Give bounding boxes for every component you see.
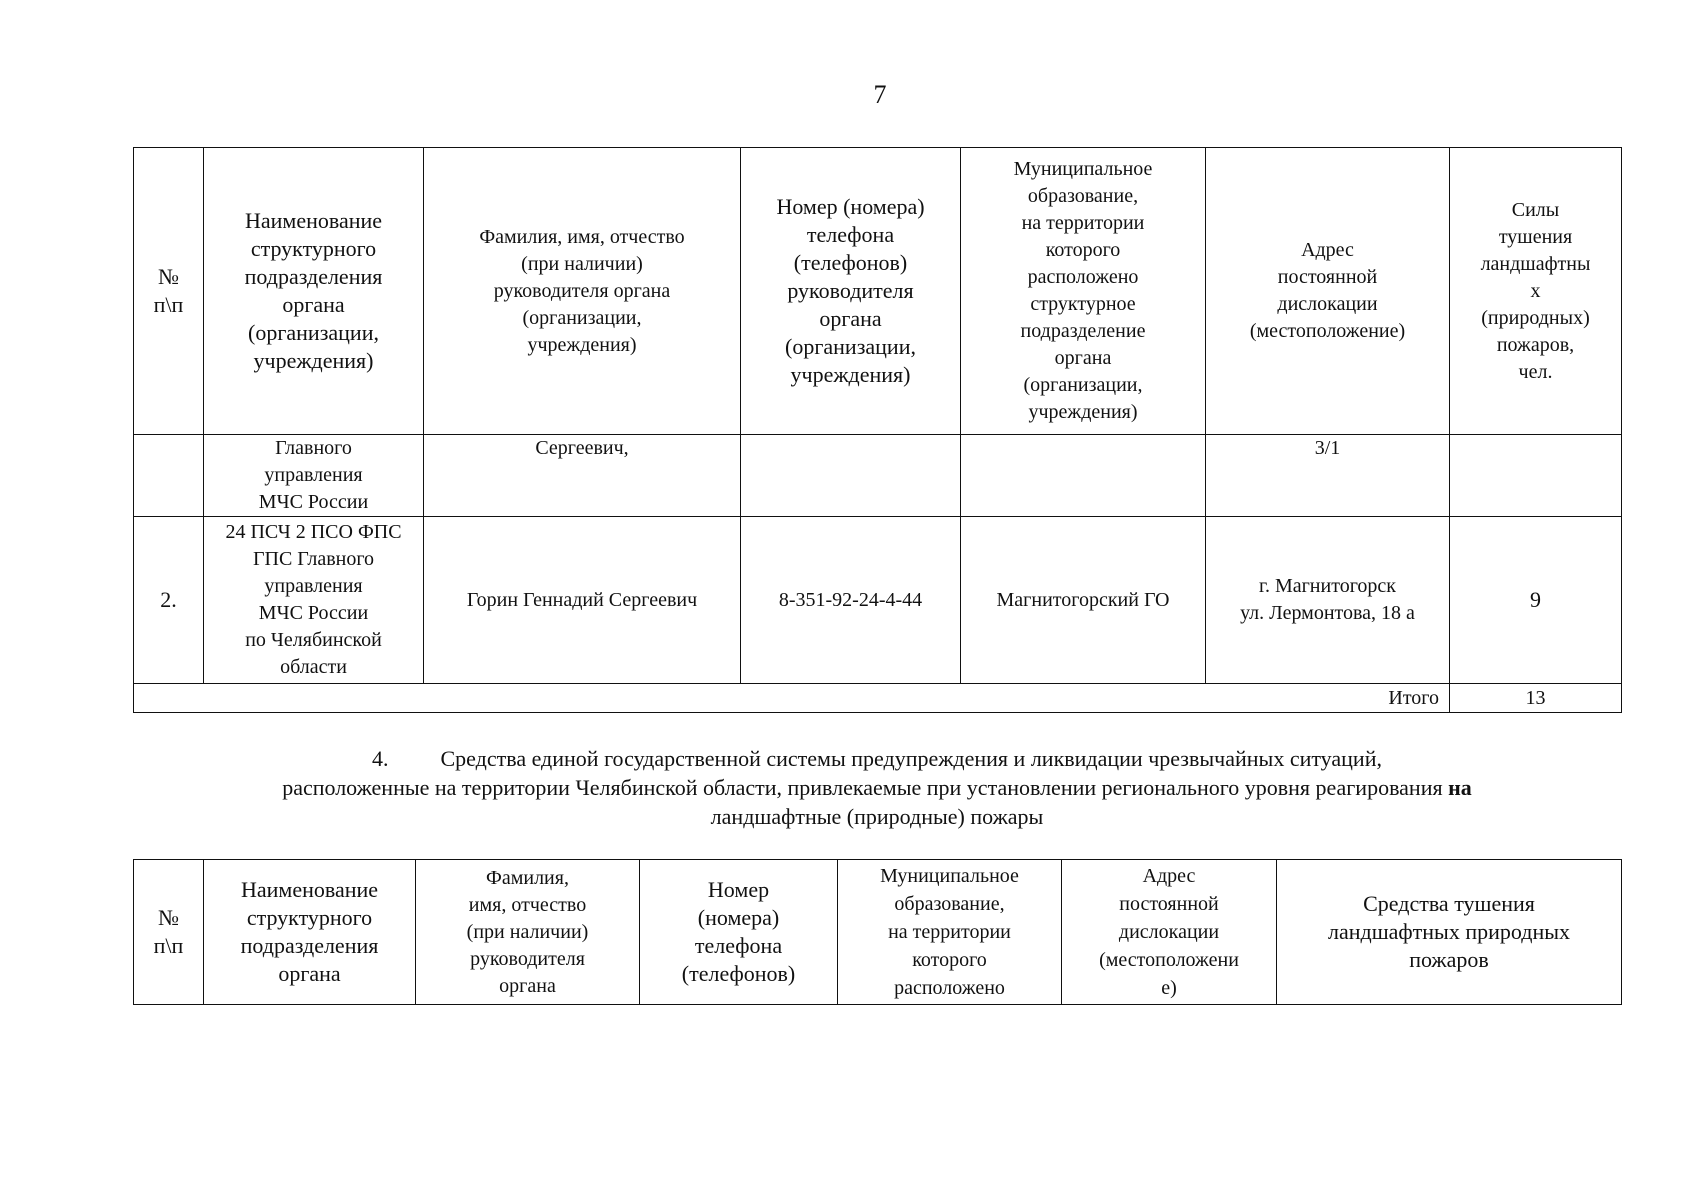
header-phone	[741, 148, 961, 435]
cell-text-line: (номера)	[697, 905, 780, 930]
header-head-name	[416, 860, 640, 1005]
cell-text-line: Номер	[707, 877, 770, 902]
cell-text-line: (телефонов)	[681, 961, 796, 986]
cell-text-line: руководителя	[787, 278, 914, 303]
cell-text-line: на территории	[888, 921, 1011, 943]
cell-text-line: образование,	[894, 893, 1005, 915]
total-label: Итого	[134, 684, 1450, 713]
section-heading-line-3: ландшафтные (природные) пожары	[710, 804, 1044, 829]
cell-text-line: пожаров	[1409, 947, 1489, 972]
header-forces	[1450, 148, 1622, 435]
cell-unit-name	[204, 435, 424, 517]
cell-text-line: тушения	[1498, 225, 1573, 248]
header-municipality	[838, 860, 1062, 1005]
cell-text-line: управления	[264, 464, 363, 486]
cell-text-line: п\п	[153, 933, 184, 958]
cell-phone: 8-351-92-24-4-44	[741, 517, 961, 684]
total-value: 13	[1450, 684, 1622, 713]
total-row	[134, 684, 1622, 713]
cell-phone	[741, 435, 961, 517]
cell-address: 3/1	[1206, 435, 1450, 517]
cell-text-line: (организации,	[248, 320, 379, 345]
cell-text-line: п\п	[153, 292, 184, 317]
header-address	[1206, 148, 1450, 435]
cell-municipality	[961, 435, 1206, 517]
cell-head-name: Горин Геннадий Сергеевич	[424, 517, 741, 684]
cell-text-line: (организации,	[522, 306, 642, 329]
cell-text-line: Фамилия, имя, отчество	[479, 225, 685, 248]
header-number	[134, 860, 204, 1005]
cell-text-line: Средства тушения	[1363, 891, 1535, 916]
table-row	[134, 517, 1622, 684]
header-number	[134, 148, 204, 435]
cell-text-line: по Челябинской	[245, 629, 382, 651]
cell-municipality: Магнитогорский ГО	[961, 517, 1206, 684]
cell-unit-name	[204, 517, 424, 684]
cell-text-line: №	[158, 905, 179, 930]
cell-text-line: учреждения)	[253, 348, 374, 373]
cell-text-line: образование,	[1027, 185, 1139, 207]
forces-table	[133, 147, 1622, 713]
cell-text-line: структурное	[1030, 293, 1136, 315]
cell-text-line: дислокации	[1118, 921, 1220, 943]
page-number: 7	[873, 80, 887, 109]
cell-number: 2.	[134, 517, 204, 684]
cell-text-line: расположено	[894, 977, 1005, 999]
cell-text-line: телефона	[806, 222, 895, 247]
cell-text-line: подразделения	[244, 264, 383, 289]
cell-text-line: Муниципальное	[1013, 158, 1153, 180]
cell-text-line: постоянной	[1119, 893, 1219, 915]
cell-text-line: подразделение	[1020, 320, 1146, 342]
cell-text-line: Силы	[1511, 198, 1560, 221]
cell-text-line: области	[280, 656, 347, 678]
header-means	[1277, 860, 1622, 1005]
cell-text-line: ул. Лермонтова, 18 а	[1240, 602, 1415, 624]
cell-text-line: Наименование	[244, 208, 383, 233]
cell-text-line: учреждения)	[790, 362, 911, 387]
cell-text-line: Адрес	[1142, 865, 1196, 887]
table-header-row	[134, 860, 1622, 1005]
cell-text-line: пожаров,	[1496, 333, 1575, 356]
cell-text-line: органа	[282, 292, 345, 317]
cell-text-line: управления	[264, 575, 363, 597]
cell-text-line: чел.	[1518, 360, 1553, 383]
cell-head-name: Сергеевич,	[424, 435, 741, 517]
cell-text-line: структурного	[246, 905, 373, 930]
section-heading	[133, 744, 1621, 831]
cell-forces	[1450, 435, 1622, 517]
cell-text-line: на территории	[1021, 212, 1145, 234]
cell-text-line: Фамилия,	[486, 866, 569, 889]
cell-text-line: руководителя органа	[493, 279, 671, 302]
table-row	[134, 435, 1622, 517]
section-heading-text-2: расположенные на территории Челябинской области, привлекаемые при установлении регионального уровня реагирования	[282, 775, 1443, 800]
cell-text-line: постоянной	[1277, 266, 1378, 288]
header-unit-name	[204, 148, 424, 435]
cell-text-line: учреждения)	[1028, 401, 1138, 423]
cell-text-line: органа	[278, 961, 341, 986]
cell-text-line: органа	[1054, 347, 1112, 369]
cell-text-line: (организации,	[1023, 374, 1143, 396]
cell-text-line: 24 ПСЧ 2 ПСО ФПС	[225, 521, 402, 543]
cell-text-line: имя, отчество	[468, 893, 587, 916]
header-phone	[640, 860, 838, 1005]
cell-text-line: органа	[499, 974, 556, 997]
cell-text-line: которого	[1045, 239, 1121, 261]
cell-text-line: (местоположени	[1099, 949, 1239, 971]
cell-text-line: (местоположение)	[1249, 320, 1406, 342]
section-heading-line-2	[133, 773, 1621, 802]
cell-text-line: ландшафтны	[1480, 252, 1591, 275]
cell-text-line: (природных)	[1481, 306, 1590, 329]
section-heading-line-1	[133, 744, 1621, 773]
cell-text-line: е)	[1161, 977, 1177, 999]
cell-text-line: ГПС Главного	[252, 548, 375, 570]
cell-address	[1206, 517, 1450, 684]
cell-text-line: органа	[819, 306, 882, 331]
section-number: 4.	[372, 746, 389, 771]
cell-text-line: (при наличии)	[521, 252, 643, 275]
cell-number	[134, 435, 204, 517]
cell-text-line: (телефонов)	[793, 250, 908, 275]
cell-text-line: подразделения	[240, 933, 379, 958]
cell-text-line: Адрес	[1301, 239, 1354, 261]
cell-text-line: телефона	[694, 933, 783, 958]
section-heading-bold-word: на	[1448, 775, 1472, 800]
cell-text-line: №	[158, 264, 179, 289]
cell-text-line: Номер (номера)	[776, 194, 925, 219]
cell-text-line: структурного	[250, 236, 377, 261]
cell-text-line: Муниципальное	[880, 865, 1019, 887]
cell-text-line: ландшафтных природных	[1328, 919, 1570, 944]
header-unit-name	[204, 860, 416, 1005]
cell-text-line: которого	[912, 949, 987, 971]
cell-text-line: г. Магнитогорск	[1259, 575, 1396, 597]
cell-forces: 9	[1450, 517, 1622, 684]
means-table	[133, 859, 1622, 1005]
section-heading-text-1: Средства единой государственной системы предупреждения и ликвидации чрезвычайных ситуаций,	[440, 746, 1382, 771]
cell-text-line: Наименование	[240, 877, 379, 902]
header-head-name	[424, 148, 741, 435]
cell-text-line: (при наличии)	[466, 920, 589, 943]
cell-text-line: МЧС России	[258, 602, 369, 624]
table-header-row	[134, 148, 1622, 435]
header-municipality	[961, 148, 1206, 435]
cell-text-line: дислокации	[1277, 293, 1378, 315]
header-address	[1062, 860, 1277, 1005]
cell-text-line: (организации,	[785, 334, 916, 359]
cell-text-line: руководителя	[470, 947, 585, 970]
cell-text-line: х	[1530, 279, 1541, 302]
cell-text-line: расположено	[1027, 266, 1139, 288]
cell-text-line: Главного	[275, 437, 352, 459]
cell-text-line: учреждения)	[527, 333, 637, 356]
cell-text-line: МЧС России	[258, 491, 369, 513]
